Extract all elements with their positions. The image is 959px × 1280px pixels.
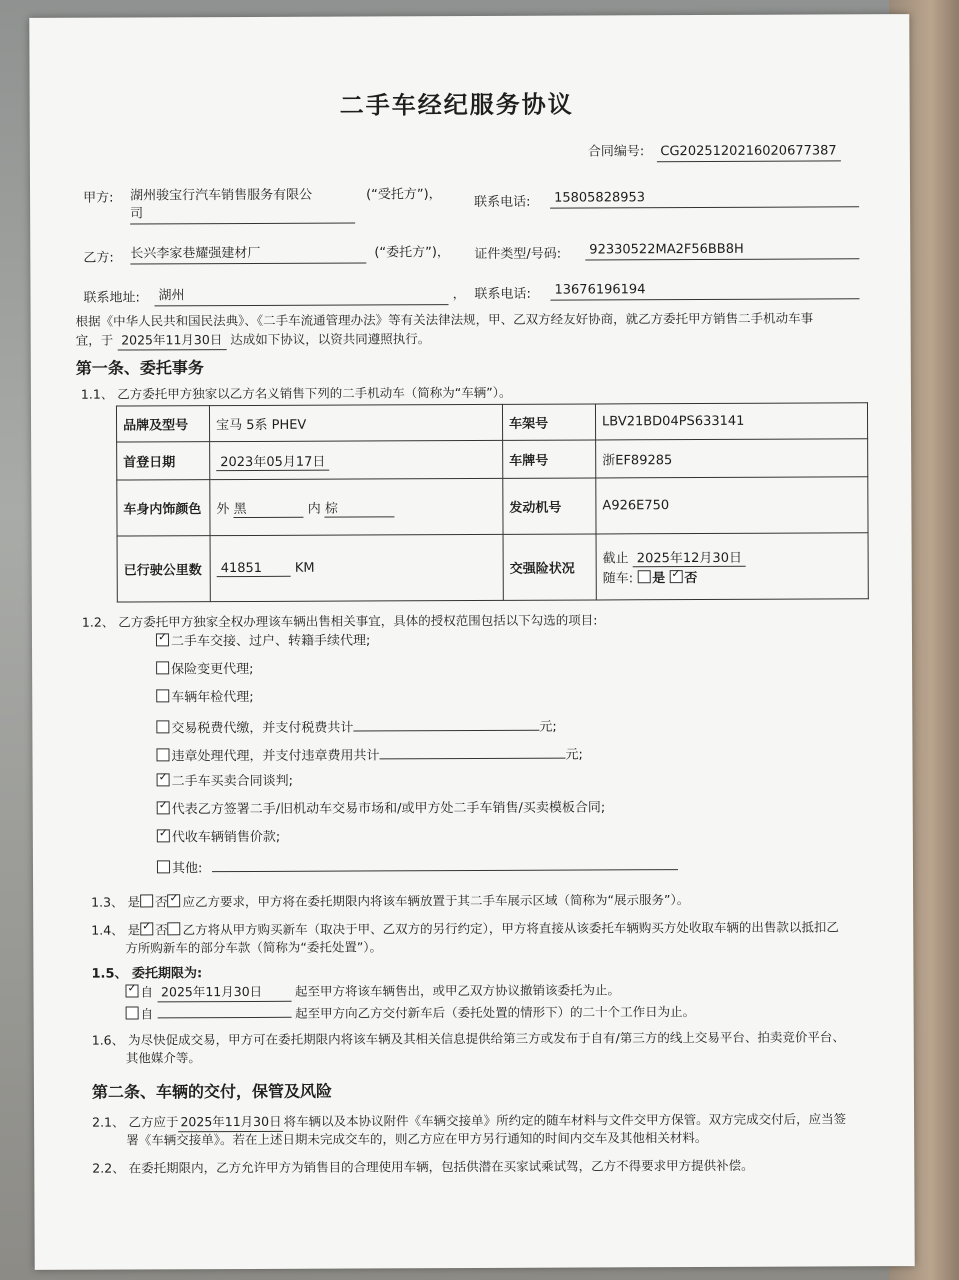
option-7-checkbox[interactable] [157, 801, 170, 814]
clause-2-1-date: 2025年11月30日 [178, 1113, 283, 1132]
mileage-label: 已行驶公里数 [117, 536, 210, 602]
address-label: 联系地址: [83, 290, 140, 306]
vin-value: LBV21BD04PS633141 [595, 403, 867, 440]
ext-prefix: 外 [216, 501, 230, 517]
clause-1-4-no: 否 [155, 922, 168, 938]
clause-1-3-text: 应乙方要求，甲方将在委托期限内将该车辆放置于其二手车展示区域（简称为“展示服务”）。 [182, 892, 690, 910]
party-a-name [130, 187, 355, 225]
option-6-checkbox[interactable] [157, 773, 170, 786]
clause-1-6-line2: 其他媒介等。 [125, 1050, 201, 1066]
insurance-yes-label: 是 [652, 571, 666, 587]
clause-1-4-yes: 1.4、 是 [91, 922, 141, 938]
insurance-with-car: 随车: [602, 571, 634, 587]
party-a-phone-label: 联系电话: [474, 194, 531, 210]
plate-label: 车牌号 [503, 440, 596, 478]
option-5 [156, 744, 582, 767]
party-b-role: (“委托方”)， [374, 245, 450, 261]
insurance-no-checkbox[interactable] [669, 570, 682, 583]
engine-value: A926E750 [596, 477, 868, 534]
term-option-1-checkbox[interactable] [125, 984, 138, 997]
party-a-name-line2: 司 [130, 205, 355, 225]
party-b-name: 长兴李家巷耀强建材厂 [130, 244, 366, 264]
party-b-id: 92330522MA2F56BB8H [585, 240, 859, 260]
party-a-name-line1: 湖州骏宝行汽车销售服务有限公 [130, 187, 313, 204]
term-option-2-checkbox[interactable] [126, 1006, 139, 1019]
party-a-phone: 15805828953 [550, 188, 859, 208]
clause-1-3-no: 否 [154, 894, 168, 910]
option-9-label: 其他: [171, 861, 203, 877]
option-7-label: 代表乙方签署二手/旧机动车交易市场和/或甲方处二手车销售/买卖模板合同; [171, 800, 606, 818]
clause-1-3-yes-checkbox[interactable] [140, 894, 153, 907]
clause-2-2: 2.2、 在委托期限内，乙方允许甲方为销售目的合理使用车辆，包括供潜在买家试乘试驾，乙方不得要求甲方提供补偿。 [92, 1157, 754, 1176]
mileage-unit: KM [294, 560, 315, 576]
intro-suffix: 达成如下协议，以资共同遵照执行。 [230, 331, 431, 348]
option-1-label: 二手车交接、过户、转籍手续代理; [170, 633, 371, 650]
address-comma: ， [452, 287, 466, 303]
clause-1-1: 1.1、 乙方委托甲方独家以乙方名义销售下列的二手机动车（简称为“车辆”）。 [80, 384, 512, 402]
contract-number-row [588, 142, 841, 162]
option-2-label: 保险变更代理; [171, 661, 254, 678]
section-2-heading: 第二条、车辆的交付，保管及风险 [91, 1081, 333, 1102]
option-4-blank[interactable] [353, 716, 539, 732]
section-1-heading: 第一条、委托事务 [75, 358, 204, 378]
party-b-name-row [130, 244, 366, 264]
option-3-checkbox[interactable] [156, 689, 169, 702]
option-3 [156, 689, 253, 707]
option-6-label: 二手车买卖合同谈判; [171, 773, 294, 790]
option-5-checkbox[interactable] [156, 748, 169, 761]
clause-2-1-text: 将车辆以及本协议附件《车辆交接单》所约定的随车材料与文件交甲方保管。双方完成交付后，应当签 [283, 1111, 847, 1129]
option-8-label: 代收车辆销售价款; [171, 829, 281, 846]
clause-1-3-yes: 1.3、 是 [91, 894, 141, 910]
clause-1-2: 1.2、 乙方委托甲方独家全权办理该车辆出售相关事宜，具体的授权范围包括以下勾选的项目: [81, 612, 598, 630]
reg-date-value: 2023年05月17日 [216, 450, 329, 470]
address: 湖州 [154, 286, 448, 306]
exterior-color: 黑 [234, 497, 304, 517]
brand-value: 宝马 5系 PHEV [209, 404, 502, 441]
term-option-2-blank[interactable] [157, 1003, 291, 1019]
interior-color: 棕 [325, 497, 395, 517]
option-9-blank[interactable] [212, 855, 678, 872]
reg-date-cell [210, 440, 503, 479]
intro-line-1: 根据《中华人民共和国民法典》、《二手车流通管理办法》等有关法律法规，甲、乙双方经友好协商，就乙方委托甲方销售二手机动车事 [75, 310, 814, 329]
address-row [154, 286, 465, 306]
intro-line-2 [76, 330, 431, 351]
option-4-checkbox[interactable] [156, 720, 169, 733]
option-7 [157, 799, 606, 819]
option-4-unit: 元; [539, 719, 557, 735]
party-b-id-row [585, 240, 859, 260]
clause-1-4-no-checkbox[interactable] [168, 922, 181, 935]
id-label: 证件类型/号码: [474, 246, 562, 262]
clause-1-4 [91, 918, 839, 939]
brand-label: 品牌及型号 [116, 406, 209, 442]
clause-1-4-line2: 方所购新车的部分车款（简称为“委托处置”）。 [125, 939, 383, 956]
option-3-label: 车辆年检代理; [171, 689, 254, 706]
mileage-value: 41851 [217, 560, 291, 576]
party-b-phone: 13676196194 [550, 280, 859, 300]
option-5-label: 违章处理代理，并支付违章费用共计 [171, 748, 380, 765]
party-b-label: 乙方: [83, 250, 114, 266]
insurance-yes-checkbox[interactable] [637, 570, 650, 583]
insurance-date: 2025年12月30日 [633, 547, 746, 567]
option-1 [156, 632, 370, 651]
document-title: 二手车经纪服务协议 [339, 90, 574, 120]
party-b-phone-row [550, 280, 859, 300]
insurance-cell [596, 533, 868, 600]
plate-value: 浙EF89285 [596, 439, 868, 478]
option-2-checkbox[interactable] [156, 661, 169, 674]
term-option-1-date: 2025年11月30日 [157, 983, 291, 1003]
clause-2-1-prefix: 2.1、 乙方应于 [92, 1114, 179, 1130]
option-5-blank[interactable] [379, 744, 565, 760]
party-a-label: 甲方: [83, 190, 114, 206]
term-option-1-prefix: 自 [140, 984, 154, 1000]
term-option-2 [126, 1001, 696, 1023]
party-a-role: (“受托方”)， [366, 187, 442, 203]
vehicle-info-table [116, 402, 869, 602]
option-1-checkbox[interactable] [156, 633, 169, 646]
term-option-1-text: 起至甲方将该车辆售出，或甲乙双方协议撤销该委托为止。 [294, 982, 621, 999]
contract-number-label: 合同编号: [587, 144, 645, 160]
option-6 [157, 773, 293, 792]
option-2 [156, 661, 253, 679]
intro-date: 2025年11月30日 [117, 331, 226, 350]
contract-page [29, 14, 914, 1270]
clause-1-3 [91, 891, 689, 912]
color-cell [210, 478, 503, 535]
clause-1-6-line1: 1.6、 为尽快促成交易，甲方可在委托期限内将该车辆及其相关信息提供给第三方或发布于自有/第三方的线上交易平台、拍卖竞价平台、 [91, 1029, 845, 1048]
clause-2-1-line2: 署《车辆交接单》。若在上述日期未完成交车的，则乙方应在甲方另行通知的时间内交车及其他相关材料。 [126, 1129, 708, 1148]
party-a-phone-row [550, 188, 859, 208]
contract-number: CG2025120216020677387 [656, 142, 840, 162]
engine-label: 发动机号 [503, 478, 596, 534]
clause-1-5: 1.5、 委托期限为: [91, 966, 203, 982]
clause-1-4-text: 乙方将从甲方购买新车（取决于甲、乙双方的另行约定），甲方将直接从该委托车辆购买方处收取车辆的出售款以抵扣乙 [182, 919, 839, 938]
option-8 [157, 829, 280, 848]
color-label: 车身内饰颜色 [117, 480, 210, 536]
option-4 [156, 716, 556, 739]
term-option-1 [125, 981, 620, 1002]
mileage-cell [210, 534, 503, 601]
option-4-label: 交易税费代缴，并支付税费共计 [171, 720, 354, 737]
clause-1-4-yes-checkbox[interactable] [140, 922, 153, 935]
clause-1-3-no-checkbox[interactable] [167, 894, 180, 907]
intro-prefix: 宜，于 [75, 332, 114, 348]
party-b-phone-label: 联系电话: [474, 286, 531, 302]
int-prefix: 内 [307, 501, 321, 517]
option-9-checkbox[interactable] [157, 860, 170, 873]
option-5-unit: 元; [565, 747, 583, 763]
insurance-prefix: 截止 [602, 551, 629, 567]
vin-label: 车架号 [502, 404, 595, 440]
insurance-no-label: 否 [684, 571, 698, 587]
term-option-2-prefix: 自 [140, 1006, 154, 1022]
term-option-2-text: 起至甲方向乙方交付新车后（委托处置的情形下）的二十个工作日为止。 [295, 1004, 696, 1021]
option-9 [157, 855, 678, 878]
reg-date-label: 首登日期 [117, 442, 210, 480]
insurance-label: 交强险状况 [503, 534, 596, 600]
option-8-checkbox[interactable] [157, 829, 170, 842]
